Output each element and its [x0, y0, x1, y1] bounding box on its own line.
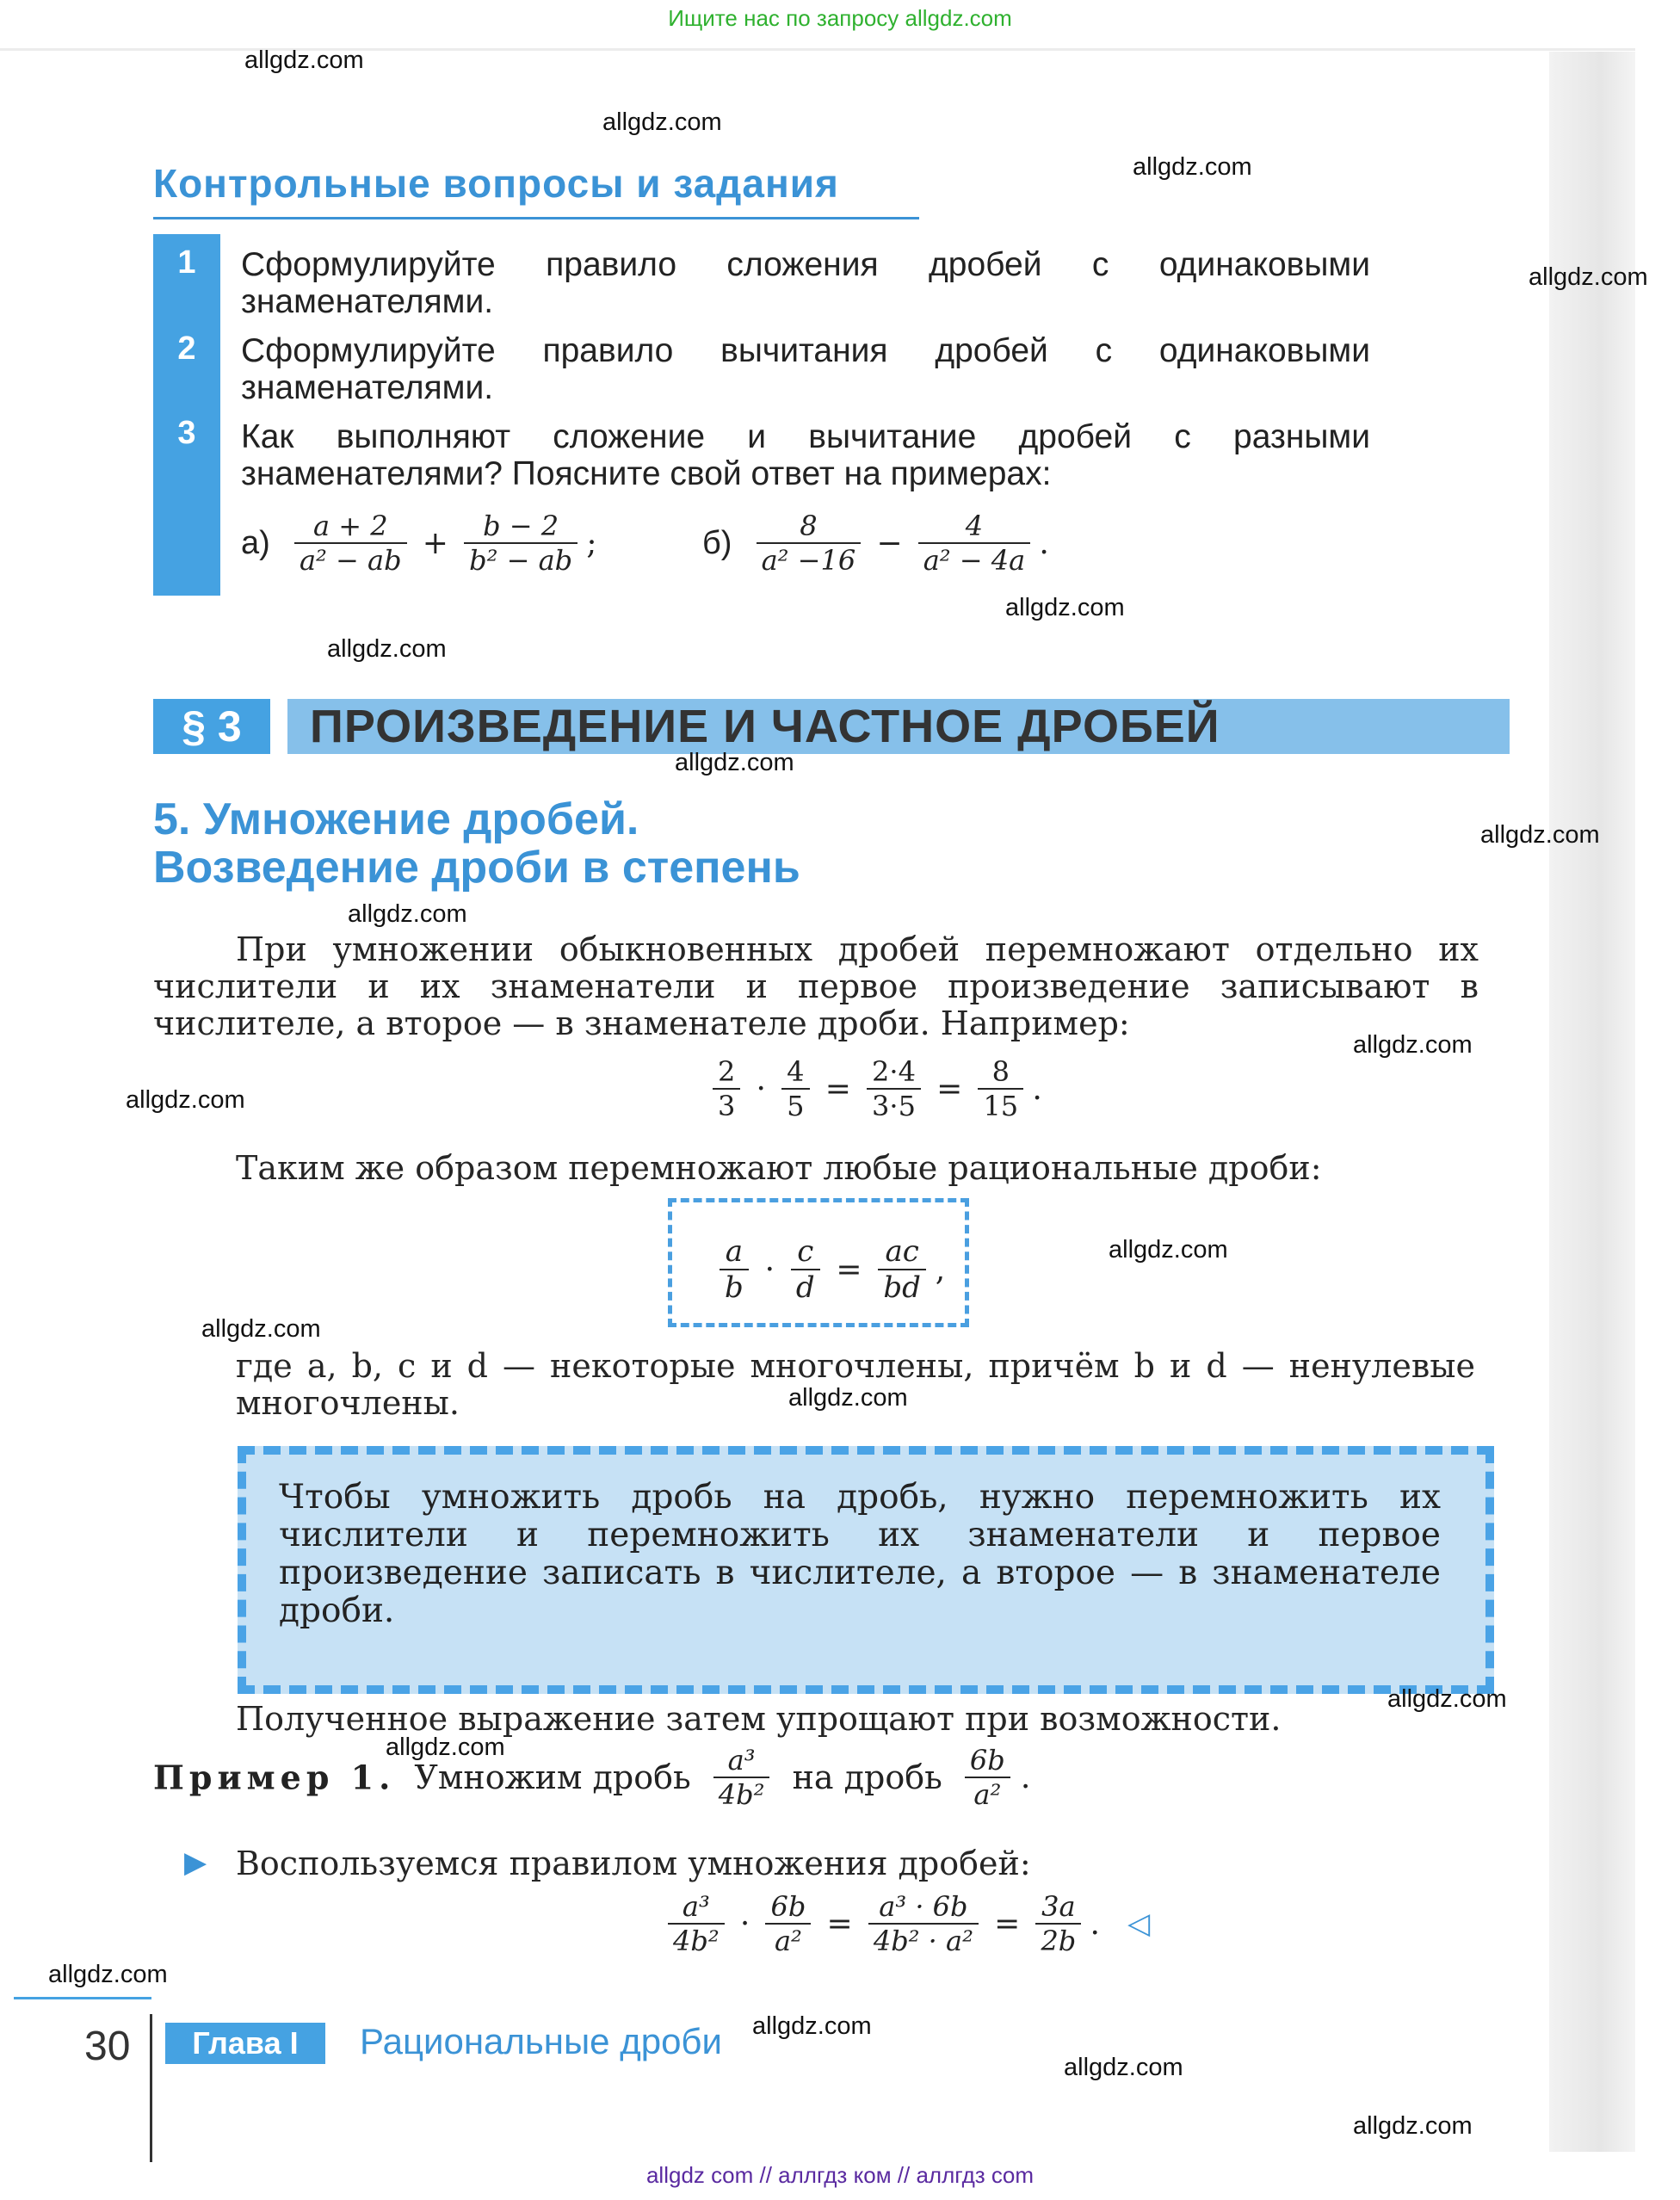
numeric-example: $\frac{2}{3}$ · $\frac{4}{5}$ = $\frac{2\cdot 4}{3\cdot 5}$ = $\frac{8}{15}$ . — [713, 1055, 1042, 1122]
watermark: allgdz.com — [201, 1315, 321, 1343]
example-b-label: б) — [702, 524, 732, 561]
chapter-title: Рациональные дроби — [360, 2021, 722, 2061]
top-banner[interactable]: Ищите нас по запросу allgdz.com — [668, 5, 1012, 31]
footer-line — [14, 1997, 151, 1999]
general-formula: $\frac{a}{b}$ · $\frac{c}{d}$ = $\frac{ac}{bd}$ , — [720, 1234, 945, 1305]
section-number: § 3 — [182, 702, 242, 751]
example-1-line: Пример 1. Умножим дробь $\frac{\text{a³}}{\text{4b²}}$ на дробь $\frac{6b}{\text{a²}}$ . — [153, 1744, 1031, 1811]
watermark: allgdz.com — [1387, 1685, 1507, 1713]
rule-text: Чтобы умножить дробь на дробь, нужно перемножить их числители и перемножить их знаменатели и первое произведение записать в числителе, а второе — в знаменателе дроби. — [279, 1478, 1441, 1630]
fraction: $\frac{\text{a³}}{\text{4b²}}$ — [713, 1744, 770, 1811]
watermark: allgdz.com — [788, 1384, 908, 1412]
fraction: $\frac{2}{3}$ — [713, 1055, 740, 1122]
solution-end-icon: ◁ — [1127, 1906, 1151, 1941]
paragraph-2: Таким же образом перемножают любые рациональные дроби: — [236, 1149, 1322, 1187]
fraction: $\frac{c}{d}$ — [791, 1234, 820, 1305]
fraction: $\frac{\text{a³}}{\text{4b²}}$ — [668, 1890, 725, 1957]
control-questions-underline — [153, 217, 919, 219]
fraction: $\frac{8}{15}$ — [978, 1055, 1023, 1122]
paragraph-4: Полученное выражение затем упрощают при возможности. — [236, 1700, 1282, 1738]
solution-text: Воспользуемся правилом умножения дробей: — [236, 1845, 1031, 1882]
bottom-banner[interactable]: allgdz com // аллгдз ком // аллгдз com — [645, 2162, 1035, 2188]
fraction: $\frac{6b}{\text{a²}}$ — [965, 1744, 1010, 1811]
watermark: allgdz.com — [1064, 2054, 1183, 2081]
scan-page-edge — [1549, 52, 1635, 2152]
watermark: allgdz.com — [1480, 821, 1600, 849]
topic-heading-line1: 5. Умножение дробей. — [153, 794, 639, 844]
fraction: $\frac{4}{\text{a² − 4a}}$ — [918, 510, 1031, 577]
topic-heading-line2: Возведение дроби в степень — [153, 843, 800, 893]
example-a: а) $\frac{a + 2}{\text{a² − ab}}$ + $\frac{b - 2}{\text{b² − ab}}$ ; — [241, 510, 597, 577]
watermark: allgdz.com — [1353, 2112, 1473, 2140]
example-label: Пример 1. — [153, 1758, 396, 1797]
fraction: $\frac{a}{b}$ — [720, 1234, 749, 1305]
watermark: allgdz.com — [1133, 153, 1252, 181]
watermark: allgdz.com — [1353, 1031, 1473, 1059]
watermark: allgdz.com — [675, 749, 794, 776]
solution-start-icon: ▶ — [184, 1845, 207, 1880]
fraction: $\frac{a + 2}{\text{a² − ab}}$ — [294, 510, 407, 577]
watermark: allgdz.com — [1529, 263, 1648, 291]
watermark: allgdz.com — [1109, 1236, 1228, 1264]
paragraph-3: где a, b, c и d — некоторые многочлены, причём b и d — ненулевые многочлены. — [236, 1347, 1475, 1422]
paragraph-1: При умножении обыкновенных дробей перемножают отдельно их числители и их знаменатели и первое произведение записывают в числителе, а второе — в знаменателе дроби. Например: — [153, 930, 1479, 1042]
solution-formula: $\frac{\text{a³}}{\text{4b²}}$ · $\frac{6b}{\text{a²}}$ = $\frac{\text{a³ · 6b}}{\text{4b² · a²}}$ = $\frac{3a}{2b}$ . ◁ — [668, 1890, 1150, 1957]
watermark: allgdz.com — [386, 1733, 505, 1761]
example-b: б) $\frac{8}{\text{a² −16}}$ − $\frac{4}{\text{a² − 4a}}$ . — [702, 510, 1049, 577]
question-text: Сформулируйте правило сложения дробей с одинаковыми знаменателями. — [241, 246, 1370, 320]
fraction: $\frac{\text{a³ · 6b}}{\text{4b² · a²}}$ — [868, 1890, 979, 1957]
question-number: 1 — [177, 244, 196, 281]
question-number: 2 — [177, 331, 196, 367]
fraction: $\frac{3a}{2b}$ — [1035, 1890, 1081, 1957]
fraction: $\frac{2\cdot 4}{3\cdot 5}$ — [867, 1055, 921, 1122]
example-a-label: а) — [241, 524, 270, 561]
watermark: allgdz.com — [752, 2012, 872, 2040]
watermark: allgdz.com — [602, 108, 722, 136]
chapter-label: Глава I — [192, 2025, 299, 2061]
section-title: ПРОИЗВЕДЕНИЕ И ЧАСТНОЕ ДРОБЕЙ — [310, 701, 1220, 752]
watermark: allgdz.com — [126, 1086, 245, 1114]
watermark: allgdz.com — [327, 635, 447, 663]
fraction: $\frac{b - 2}{\text{b² − ab}}$ — [464, 510, 578, 577]
watermark: allgdz.com — [48, 1961, 168, 1988]
control-questions-title: Контрольные вопросы и задания — [153, 161, 839, 206]
watermark: allgdz.com — [244, 46, 364, 74]
watermark: allgdz.com — [1005, 594, 1125, 621]
question-number: 3 — [177, 415, 196, 451]
question-text: Как выполняют сложение и вычитание дробей с разными знаменателями? Поясните свой ответ на примерах: — [241, 418, 1370, 492]
fraction: $\frac{4}{5}$ — [781, 1055, 809, 1122]
fraction: $\frac{6b}{\text{a²}}$ — [765, 1890, 811, 1957]
footer-divider — [150, 2014, 152, 2162]
watermark: allgdz.com — [348, 900, 467, 928]
page-number: 30 — [84, 2024, 131, 2069]
fraction: $\frac{8}{\text{a² −16}}$ — [757, 510, 862, 577]
fraction: $\frac{ac}{bd}$ — [878, 1234, 926, 1305]
question-text: Сформулируйте правило вычитания дробей с одинаковыми знаменателями. — [241, 332, 1370, 406]
